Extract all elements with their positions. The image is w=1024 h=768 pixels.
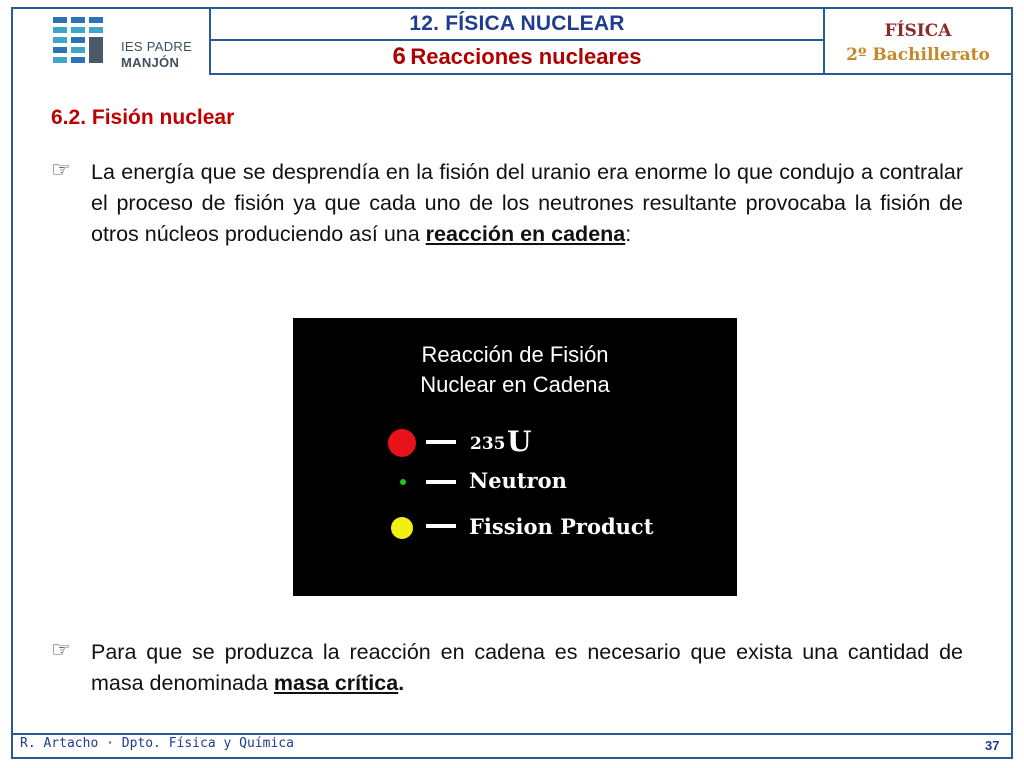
pointing-hand-icon: ☞ [51, 637, 71, 662]
fission-animation-figure[interactable] [293, 318, 737, 596]
course-level: 2º Bachillerato [846, 45, 990, 65]
paragraph-emphasis: masa crítica [273, 671, 399, 695]
section-heading [51, 106, 234, 130]
logo-text-top: IES PADRE [121, 39, 193, 54]
footer-divider [13, 733, 1011, 735]
section-title: Fisión nuclear [91, 106, 235, 129]
footer-author: R. Artacho · Dpto. Física y Química [20, 736, 294, 751]
uranium-label: U [507, 425, 532, 458]
paragraph-tail: . [398, 671, 405, 695]
legend-uranium [293, 422, 737, 462]
logo-text-bottom: MANJÓN [121, 55, 180, 70]
legend-dash [426, 524, 456, 528]
legend-dash [426, 480, 456, 484]
course-box [823, 7, 1013, 75]
subtitle-number: 6 [392, 43, 406, 70]
neutron-label: Neutron [469, 468, 567, 493]
figure-title-line2: Nuclear en Cadena [420, 372, 610, 397]
school-logo [13, 9, 209, 73]
header-subtitle-box [209, 39, 825, 75]
uranium-mass-number: 235 [470, 434, 506, 454]
page-number: 37 [985, 738, 1000, 753]
course-subject: FÍSICA [884, 21, 952, 41]
figure-title-line1: Reacción de Fisión [421, 342, 609, 367]
legend-dash [426, 440, 456, 444]
page-title: 12. FÍSICA NUCLEAR [409, 12, 625, 35]
subtitle-text: Reacciones nucleares [410, 44, 642, 69]
paragraph-critical-mass [91, 637, 963, 699]
fission-product-dot-icon [391, 517, 413, 539]
paragraph-text: La energía que se desprendía en la fisión del uranio era enorme lo que condujo a contralar el proceso de fisión ya que cada uno de los neutrones resultante provocaba la fisión de otros núcleos produciendo así una [91, 160, 963, 246]
paragraph-tail: : [625, 222, 632, 246]
logo-grid-icon [53, 17, 109, 65]
legend-fission-product [293, 508, 737, 548]
section-number: 6.2. [51, 106, 87, 129]
neutron-dot-icon [400, 479, 406, 485]
figure-title [293, 340, 737, 400]
page-subtitle [211, 41, 823, 76]
pointing-hand-icon: ☞ [51, 157, 71, 182]
legend-neutron [293, 462, 737, 502]
paragraph-emphasis: reacción en cadena [425, 222, 626, 246]
uranium-dot-icon [388, 429, 416, 457]
paragraph-chain-reaction [91, 157, 963, 250]
header-title-box [209, 7, 825, 41]
paragraph-text: Para que se produzca la reacción en cadena es necesario que exista una cantidad de masa denominada [91, 640, 963, 695]
fission-product-label: Fission Product [469, 514, 654, 539]
